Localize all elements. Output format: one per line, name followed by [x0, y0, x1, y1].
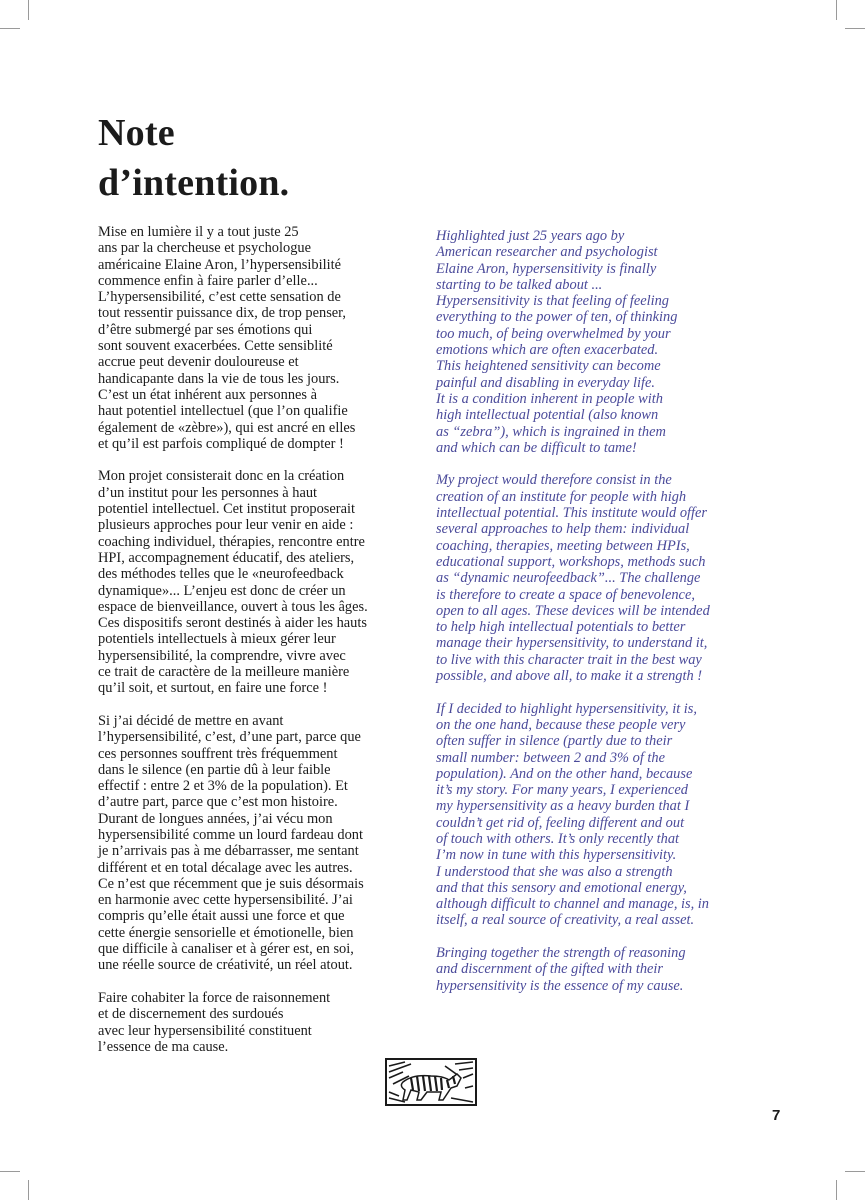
- text-line: as “zebra”), which is ingrained in them: [436, 423, 666, 440]
- text-line: et de discernement des surdoués: [98, 1006, 284, 1023]
- page-title: [98, 108, 289, 208]
- text-line: painful and disabling in everyday life.: [436, 374, 656, 391]
- text-line: everything to the power of ten, of thinking: [436, 309, 678, 326]
- text-line: que difficile à canaliser et à gérer est, en soi,: [98, 941, 354, 958]
- paragraph-gap: [98, 697, 418, 713]
- text-line: potentiels intellectuels à mieux gérer leur: [98, 631, 336, 648]
- text-line: cette énergie sensorielle et émotionelle, bien: [98, 924, 354, 941]
- crop-mark: [28, 0, 29, 20]
- crop-mark: [0, 28, 20, 29]
- french-paragraph: [98, 990, 418, 1055]
- text-line: open to all ages. These devices will be intended: [436, 602, 710, 619]
- text-line: handicapante dans la vie de tous les jours.: [98, 370, 340, 387]
- text-line: effectif : entre 2 et 3% de la population). Et: [98, 778, 348, 795]
- text-line: small number: between 2 and 3% of the: [436, 749, 666, 766]
- text-line: américaine Elaine Aron, l’hypersensibilité: [98, 256, 341, 273]
- text-line: and that this sensory and emotional energy,: [436, 879, 687, 896]
- text-line: tout ressentir puissance dix, de trop penser,: [98, 305, 346, 322]
- text-line: qu’il soit, et surtout, en faire une force !: [98, 680, 328, 697]
- text-line: des méthodes telles que le «neurofeedback: [98, 566, 344, 583]
- paragraph-gap: [436, 684, 766, 700]
- text-line: and discernment of the gifted with their: [436, 961, 664, 978]
- text-line: often suffer in silence (partly due to their: [436, 733, 673, 750]
- text-line: If I decided to highlight hypersensitivity, it is,: [436, 700, 697, 717]
- text-line: Hypersensitivity is that feeling of feeling: [436, 293, 669, 310]
- text-line: of touch with others. It’s only recently that: [436, 830, 680, 847]
- text-line: Highlighted just 25 years ago by: [436, 228, 625, 244]
- text-line: dynamique»... L’enjeu est donc de créer un: [98, 582, 346, 599]
- paragraph-gap: [436, 456, 766, 472]
- text-line: une réelle source de créativité, un réel atout.: [98, 957, 353, 974]
- french-paragraph: [98, 224, 418, 452]
- french-column: [98, 224, 418, 1055]
- text-line: hypersensitivity is the essence of my cause.: [436, 977, 684, 994]
- text-line: haut potentiel intellectuel (que l’on qualifie: [98, 403, 348, 420]
- text-line: je n’arrivais pas à me débarrasser, me sentant: [98, 843, 359, 860]
- text-line: potentiel intellectuel. Cet institut proposerait: [98, 501, 355, 518]
- text-line: it’s my story. For many years, I experienced: [436, 782, 688, 799]
- text-line: espace de bienveillance, ouvert à tous les âges.: [98, 598, 368, 615]
- text-line: to help high intellectual potentials to better: [436, 619, 686, 636]
- text-line: dans le silence (en partie dû à leur faible: [98, 761, 331, 778]
- text-line: C’est un état inhérent aux personnes à: [98, 386, 317, 403]
- crop-mark: [836, 1180, 837, 1200]
- crop-mark: [845, 28, 865, 29]
- text-line: ce trait de caractère de la meilleure manière: [98, 664, 350, 681]
- text-line: accrue peut devenir douloureuse et: [98, 354, 299, 371]
- text-line: HPI, accompagnement éducatif, des ateliers,: [98, 549, 355, 566]
- english-paragraph: [436, 228, 766, 456]
- text-line: is therefore to create a space of benevolence,: [436, 586, 695, 603]
- text-line: It is a condition inherent in people with: [436, 390, 663, 407]
- text-line: sont souvent exacerbées. Cette sensiblité: [98, 338, 333, 355]
- paragraph-gap: [98, 452, 418, 468]
- text-line: to live with this character trait in the best way: [436, 651, 702, 668]
- text-line: I understood that she was also a strength: [436, 863, 673, 880]
- text-line: Bringing together the strength of reasoning: [436, 945, 686, 962]
- text-line: d’un institut pour les personnes à haut: [98, 484, 318, 501]
- page-number: 7: [772, 1107, 781, 1124]
- text-line: commence enfin à faire parler d’elle...: [98, 272, 318, 289]
- text-line: avec leur hypersensibilité constituent: [98, 1022, 312, 1039]
- text-line: ans par la chercheuse et psychologue: [98, 240, 311, 257]
- text-line: d’être submergé par ses émotions qui: [98, 321, 313, 338]
- crop-mark: [28, 1180, 29, 1200]
- text-line: possible, and above all, to make it a strength !: [436, 668, 703, 685]
- text-line: Durant de longues années, j’ai vécu mon: [98, 810, 333, 827]
- french-paragraph: [98, 468, 418, 696]
- crop-mark: [0, 1171, 20, 1172]
- text-line: as “dynamic neurofeedback”... The challenge: [436, 570, 701, 587]
- english-column: [436, 228, 766, 994]
- paragraph-gap: [436, 929, 766, 945]
- text-line: Si j’ai décidé de mettre en avant: [98, 712, 284, 729]
- text-line: American researcher and psychologist: [436, 244, 658, 261]
- text-line: Elaine Aron, hypersensitivity is finally: [436, 260, 657, 277]
- text-line: plusieurs approches pour leur venir en aide :: [98, 517, 354, 534]
- text-line: Ces dispositifs seront destinés à aider les hauts: [98, 615, 367, 632]
- text-line: Mise en lumière il y a tout juste 25: [98, 224, 299, 240]
- text-line: my hypersensitivity as a heavy burden that I: [436, 798, 690, 815]
- text-line: Ce n’est que récemment que je suis désormais: [98, 875, 364, 892]
- french-paragraph: [98, 713, 418, 974]
- text-line: high intellectual potential (also known: [436, 407, 659, 424]
- text-line: d’autre part, parce que c’est mon histoire.: [98, 794, 338, 811]
- text-line: coaching individuel, thérapies, rencontre entre: [98, 533, 365, 550]
- text-line: and which can be difficult to tame!: [436, 439, 637, 456]
- paragraph-gap: [98, 974, 418, 990]
- text-line: Mon projet consisterait donc en la création: [98, 468, 345, 485]
- zebra-woodcut-icon: [385, 1058, 477, 1106]
- text-line: Faire cohabiter la force de raisonnement: [98, 989, 331, 1006]
- english-paragraph: [436, 701, 766, 929]
- text-line: too much, of being overwhelmed by your: [436, 325, 671, 342]
- text-line: L’hypersensibilité, c’est cette sensation de: [98, 289, 341, 306]
- text-line: although difficult to channel and manage, is, in: [436, 896, 710, 913]
- text-line: et qu’il est parfois compliqué de dompter !: [98, 435, 344, 452]
- text-line: hypersensibilité comme un lourd fardeau dont: [98, 826, 363, 843]
- text-line: My project would therefore consist in the: [436, 472, 672, 489]
- text-line: This heightened sensitivity can become: [436, 358, 661, 375]
- title-line-1: Note: [98, 112, 175, 154]
- crop-mark: [836, 0, 837, 20]
- text-line: educational support, workshops, methods such: [436, 553, 706, 570]
- text-line: en harmonie avec cette hypersensibilité. J’ai: [98, 892, 353, 909]
- text-line: hypersensibilité, la comprendre, vivre avec: [98, 647, 346, 664]
- title-line-2: d’intention.: [98, 162, 290, 204]
- text-line: I’m now in tune with this hypersensitivity.: [436, 847, 677, 864]
- text-line: coaching, therapies, meeting between HPIs,: [436, 537, 690, 554]
- text-line: l’hypersensibilité, c’est, d’une part, parce que: [98, 729, 361, 746]
- text-line: creation of an institute for people with high: [436, 488, 687, 505]
- text-line: population). And on the other hand, because: [436, 765, 693, 782]
- text-line: manage their hypersensitivity, to understand it,: [436, 635, 708, 652]
- text-line: l’essence de ma cause.: [98, 1038, 229, 1055]
- english-paragraph: [436, 472, 766, 684]
- text-line: several approaches to help them: individual: [436, 521, 690, 538]
- text-line: starting to be talked about ...: [436, 276, 603, 293]
- text-line: couldn’t get rid of, feeling different and out: [436, 814, 685, 831]
- text-line: différent et en total décalage avec les autres.: [98, 859, 353, 876]
- text-line: également de «zèbre»), qui est ancré en elles: [98, 419, 356, 436]
- crop-mark: [845, 1171, 865, 1172]
- english-paragraph: [436, 945, 766, 994]
- text-line: on the one hand, because these people very: [436, 716, 686, 733]
- text-line: ces personnes souffrent très fréquemment: [98, 745, 338, 762]
- text-line: compris qu’elle était aussi une force et que: [98, 908, 345, 925]
- text-line: itself, a real source of creativity, a real asset.: [436, 912, 695, 929]
- text-line: emotions which are often exacerbated.: [436, 342, 659, 359]
- text-line: intellectual potential. This institute would offer: [436, 505, 708, 522]
